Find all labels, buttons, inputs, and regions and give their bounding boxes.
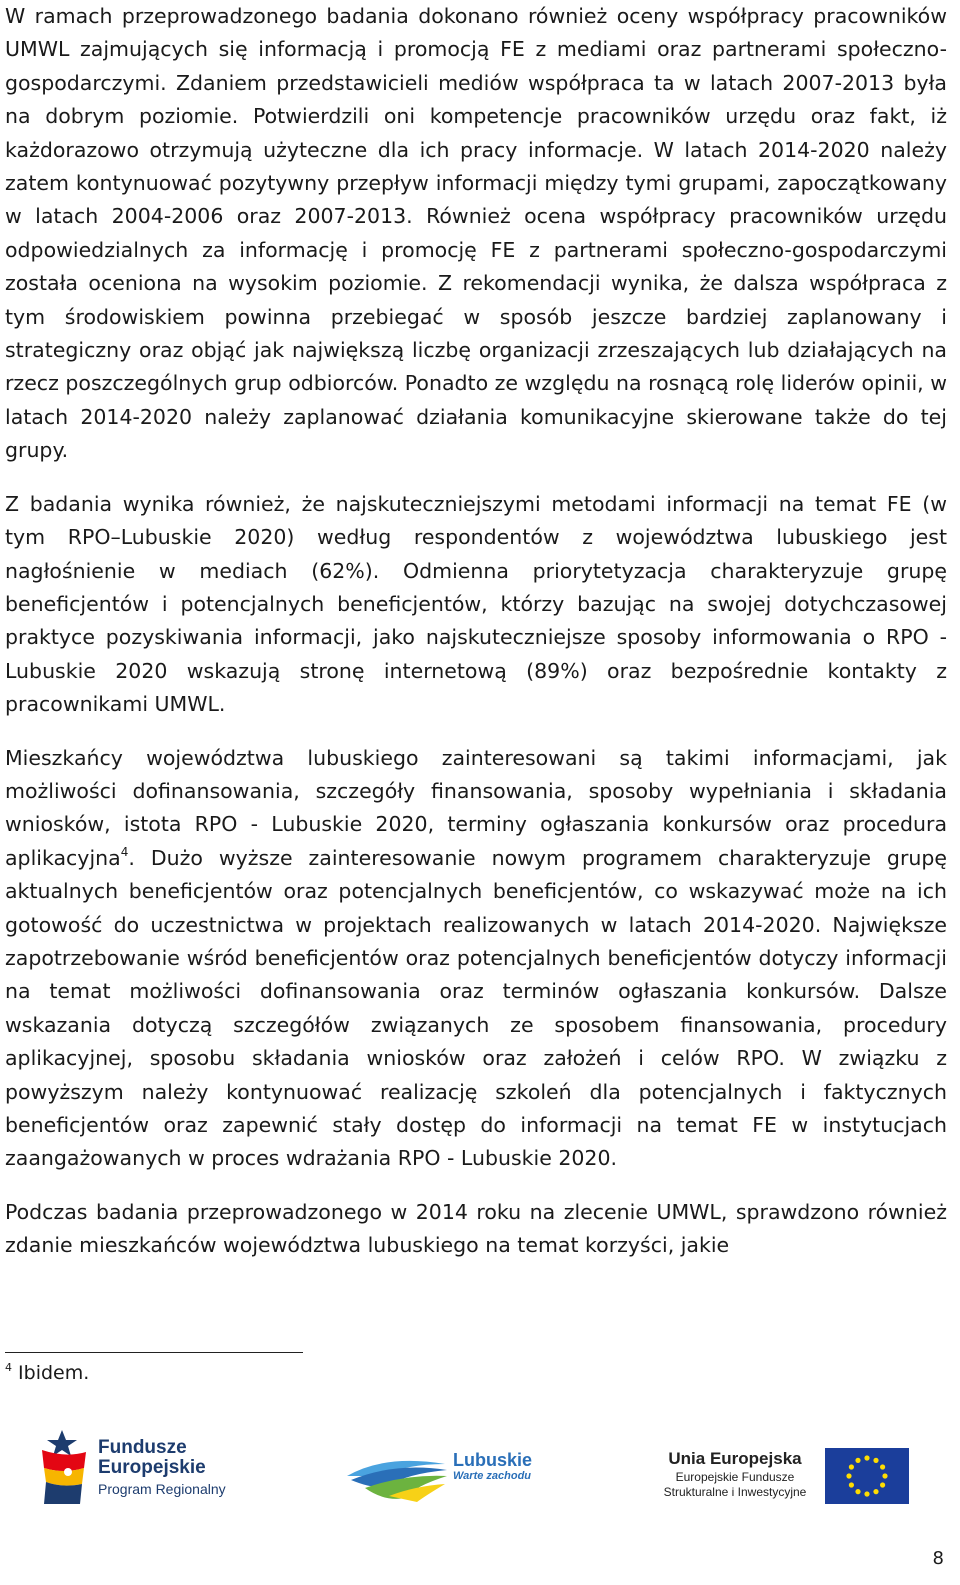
footnote: [5, 1362, 89, 1384]
paragraph-2: Z badania wynika również, że najskuteczniejszymi metodami informacji na temat FE (w tym RPO–Lubuskie 2020) według respondentów z województwa lubuskiego jest nagłośnienie w mediach (62%). Odmienna priorytetyzacja charakteryzuje grupę beneficjentów i potencjalnych beneficjentów, którzy bazując na swojej dotychczasowej praktyce pozyskiwania informacji, jako najskuteczniejsze sposoby informowania o RPO - Lubuskie 2020 wskazują stronę internetową (89%) oraz bezpośrednie kontakty z pracownikami UMWL.: [5, 491, 947, 717]
paragraph-3: [5, 742, 947, 1176]
footer-logos: [40, 1428, 920, 1518]
lubuskie-logo: [345, 1446, 535, 1506]
footnote-text: Ibidem.: [12, 1362, 90, 1384]
ue-logo-line-1: Unia Europejska: [668, 1449, 802, 1468]
footnote-separator: [5, 1352, 303, 1353]
ue-logo-line-2: Europejskie Fundusze: [675, 1470, 795, 1484]
fundusze-europejskie-emblem-icon: [40, 1428, 92, 1508]
page-body: [5, 0, 947, 1263]
page-number: 8: [932, 1548, 944, 1569]
paragraph-3-text-a: Mieszkańcy województwa lubuskiego zainteresowani są takimi informacjami, jak możliwości dofinansowania, szczegóły finansowania, sposoby wypełniania i składania wniosków, istota RPO - Lubuskie 2020, terminy ogłaszania konkursów oraz procedura aplikacyjna: [5, 745, 947, 870]
paragraph-4: Podczas badania przeprowadzonego w 2014 roku na zlecenie UMWL, sprawdzono również zdanie mieszkańców województwa lubuskiego na temat korzyści, jakie: [5, 1199, 947, 1258]
footnote-number: 4: [5, 1361, 12, 1374]
footnote-reference[interactable]: 4: [120, 844, 129, 859]
fe-logo-line-1: Fundusze: [98, 1437, 187, 1458]
fe-logo-line-3: Program Regionalny: [98, 1481, 226, 1497]
lubuskie-logo-slogan: Warte zachodu: [453, 1470, 532, 1482]
paragraph-3-text-b: . Dużo wyższe zainteresowanie nowym programem charakteryzuje grupę aktualnych beneficjentów oraz potencjalnych beneficjentów, co wskazywać może na ich gotowość do uczestnictwa w projektach realizowanych w latach 2014-2020. Największe zapotrzebowanie wśród beneficjentów oraz potencjalnych beneficjentów dotyczy informacji na temat możliwości dofinansowania oraz terminów ogłaszania konkursów. Dalsze wskazania dotyczą szczegółów związanych ze sposobem finansowania, procedury aplikacyjnej, sposobu składania wniosków oraz założeń i celów RPO. W związku z powyższym należy kontynuować realizację szkoleń dla potencjalnych i faktycznych beneficjentów oraz zapewnić stały dostęp do informacji na temat FE w instytucjach zaangażowanych w proces wdrażania RPO - Lubuskie 2020.: [5, 845, 947, 1171]
fe-logo-line-2: Europejskie: [98, 1457, 206, 1478]
lubuskie-waves-icon: [345, 1446, 449, 1504]
paragraph-1: W ramach przeprowadzonego badania dokonano również oceny współpracy pracowników UMWL zajmujących się informacją i promocją FE z mediami oraz partnerami społeczno-gospodarczymi. Zdaniem przedstawicieli mediów współpraca ta w latach 2007-2013 była na dobrym poziomie. Potwierdzili oni kompetencje pracowników urzędu oraz fakt, iż każdorazowo otrzymują użyteczne dla ich pracy informacje. W latach 2014-2020 należy zatem kontynuować pozytywny przepływ informacji między tymi grupami, zapoczątkowany w latach 2004-2006 oraz 2007-2013. Również ocena współpracy pracowników urzędu odpowiedzialnych za informację i promocję FE z partnerami społeczno-gospodarczymi została oceniona na wysokim poziomie. Z rekomendacji wynika, że dalsza współpraca z tym środowiskiem powinna przebiegać w sposób jeszcze bardziej zaplanowany i strategiczny oraz objąć jak największą liczbę organizacji zrzeszających lub działających na rzecz poszczególnych grup odbiorców. Ponadto ze względu na rosnącą rolę liderów opinii, w latach 2014-2020 należy zaplanować działania komunikacyjne skierowane także do tej grupy.: [5, 4, 947, 463]
unia-europejska-logo: [655, 1448, 925, 1508]
lubuskie-logo-name: Lubuskie: [453, 1450, 533, 1470]
ue-logo-line-3: Strukturalne i Inwestycyjne: [663, 1485, 807, 1499]
eu-flag-icon: [825, 1448, 909, 1504]
fundusze-europejskie-logo: [40, 1428, 230, 1508]
